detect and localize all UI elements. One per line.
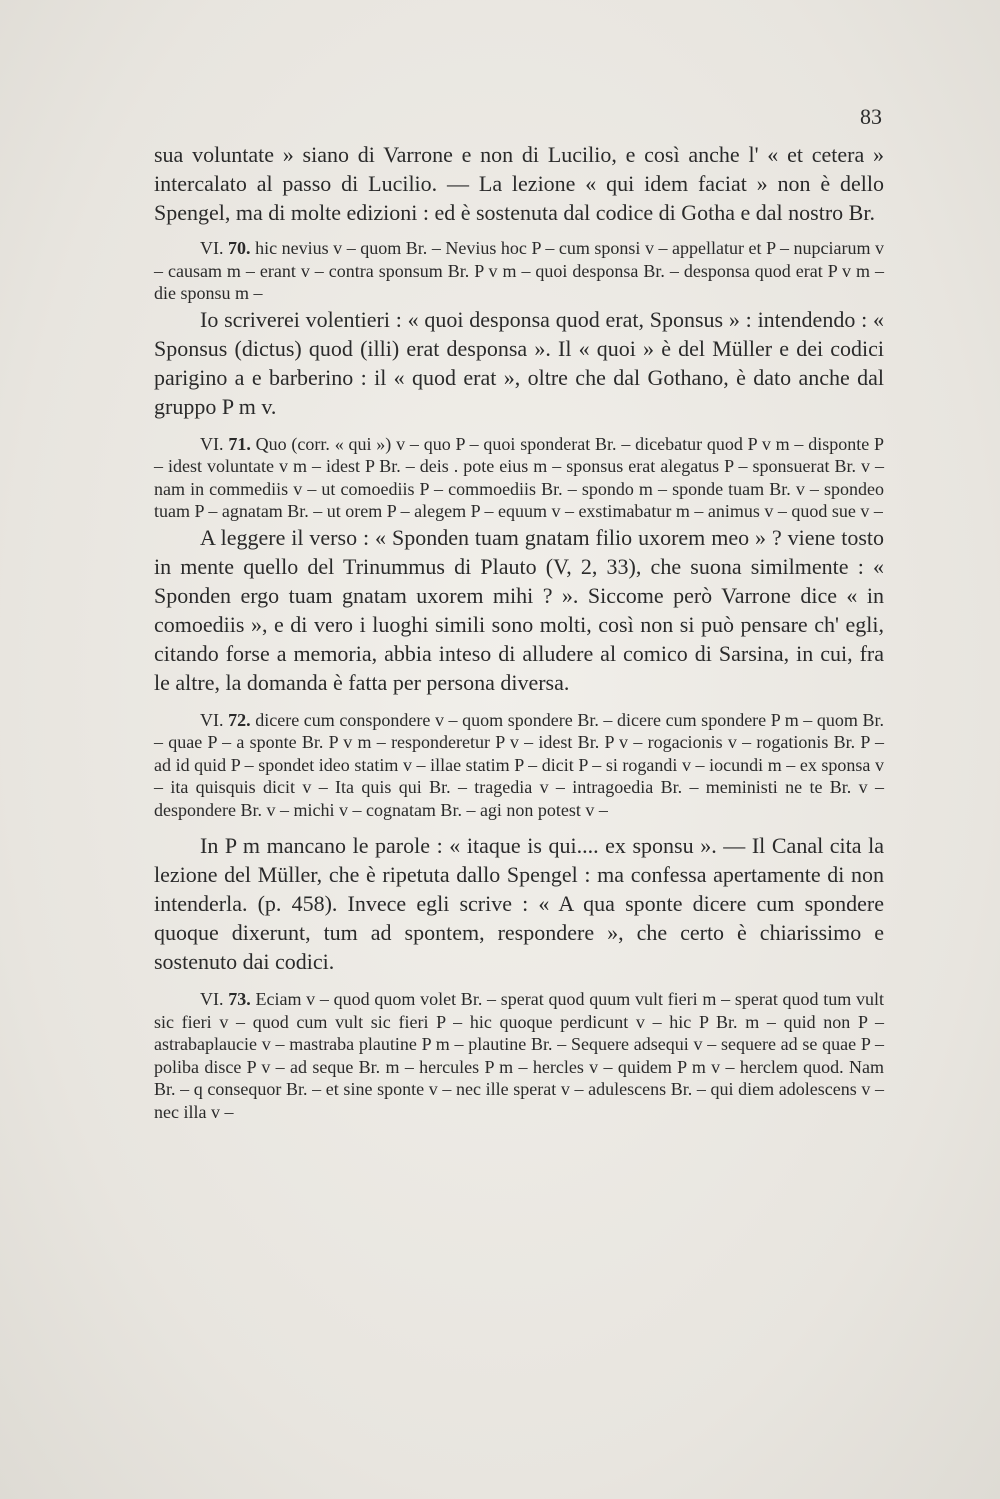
apparatus-note-71 <box>154 433 884 523</box>
note-text: Quo (corr. « qui ») v – quo P – quoi sponderat Br. – dicebatur quod P v m – disponte P – idest voluntate v m – idest P Br. – deis . pote eius m – sponsus erat alegatus P – sponsuerat Br. v – nam in commediis v – ut comoediis P – commoediis Br. – spondo m – sponde tuam Br. v – spondeo tuam P – agnatam Br. – ut orem P – alegem P – equum v – exstimabatur m – animus v – quod sue v – <box>154 433 885 521</box>
note-label: VI. <box>200 238 224 258</box>
note-text: Eciam v – quod quom volet Br. – sperat quod quum vult fieri m – sperat quod tum vult sic fieri v – quod cum vult sic fieri P – hic quoque perdicunt v – hic P Br. m – quid non P – astrabaplaucie v – mastraba plautine P m – plautine Br. – Sequere adsequi v – sequere ad se quae P – poliba disce P v – ad seque Br. m – hercules P m – hercles v – quidem P m v – herclem quod. Nam Br. – q consequor Br. – et sine sponte v – nec ille sperat v – adulescens Br. – qui diem adolescens v – nec illa v – <box>154 989 885 1122</box>
note-label: VI. <box>200 709 224 730</box>
apparatus-note-72 <box>154 709 884 822</box>
note-ref: 70. <box>228 238 251 258</box>
page-content <box>154 140 884 1123</box>
note-text: hic nevius v – quom Br. – Nevius hoc P – cum sponsi v – appellatur et P – nupciarum v – causam m – erant v – contra sponsum Br. P v m – quoi desponsa Br. – desponsa quod erat P v m – die sponsu m – <box>154 238 885 303</box>
note-ref: 72. <box>228 709 251 730</box>
paragraph-2: Io scriverei volentieri : « quoi desponsa quod erat, Sponsus » : intendendo : « Sponsus (dictus) quod (illi) erat desponsa ». Il « quoi » è del Müller e dei codici parigino a e barberino : il « quod erat », oltre che dal Gothano, è dato anche dal gruppo P m v. <box>154 306 884 419</box>
note-label: VI. <box>200 989 224 1009</box>
apparatus-note-73 <box>154 988 884 1123</box>
apparatus-note-70 <box>154 237 884 305</box>
note-text: dicere cum conspondere v – quom spondere Br. – dicere cum spondere P m – quom Br. – quae P – a sponte Br. P v m – responderetur P v – idest Br. P v – rogacionis v – rogationis Br. P – ad id quid P – spondet ideo statim v – illae statim P – dicit P – si rogandi v – iocundi m – ex sponsa v – ita quisquis dicit v – Ita quis qui Br. – tragedia v – intragoedia Br. – meministi ne te Br. v – despondere Br. v – michi v – cognatam Br. – agi non potest v – <box>154 709 885 820</box>
paragraph-3: A leggere il verso : « Sponden tuam gnatam filio uxorem meo » ? viene tosto in mente quello del Trinummus di Plauto (V, 2, 33), che suona similmente : « Sponden ergo tuam gnatam uxorem mihi ? ». Siccome però Varrone dice « in comoediis », e di vero i luoghi simili sono molti, così non si può pensare ch' egli, citando forse a memoria, abbia inteso di alludere al comico di Sarsina, in cui, fra le altre, la domanda è fatta per persona diversa. <box>154 524 884 695</box>
paragraph-4: In P m mancano le parole : « itaque is qui.... ex sponsu ». — Il Canal cita la lezione del Müller, che è ripetuta dallo Spengel : ma confessa apertamente di non intenderla. (p. 458). Invece egli scrive : « A qua sponte dicere cum spondere quoque dixerunt, tum ad spontem, respondere », che certo è chiarissimo e sostenuto dai codici. <box>154 833 884 974</box>
note-label: VI. <box>200 433 224 454</box>
page-number: 83 <box>860 104 882 129</box>
note-ref: 71. <box>228 433 251 454</box>
paragraph-1: sua voluntate » siano di Varrone e non di Lucilio, e così anche l' « et cetera » intercalato al passo di Lucilio. — La lezione « qui idem faciat » non è dello Spengel, ma di molte edizioni : ed è sostenuta dal codice di Gotha e dal nostro Br. <box>154 142 884 225</box>
note-ref: 73. <box>228 989 251 1009</box>
